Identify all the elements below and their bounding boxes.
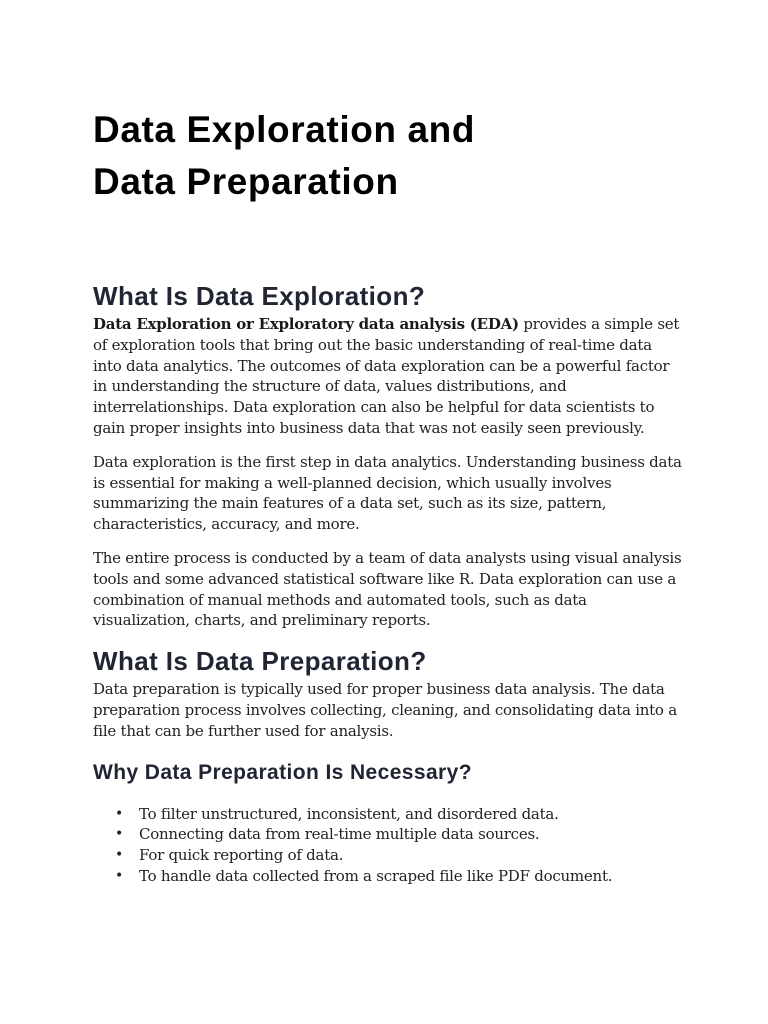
exploration-paragraph-1 [93, 314, 683, 439]
document-content [93, 104, 683, 887]
bullet-item-text: For quick reporting of data. [139, 846, 344, 865]
exploration-paragraph-2: Data exploration is the first step in data analytics. Understanding business data is essential for making a well-planned decision, which usually involves summarizing the main features of a data set, such as its size, pattern, characteristics, accuracy, and more. [93, 452, 682, 534]
document-title-line-2: Data Preparation [93, 161, 399, 202]
bullet-dot-icon: • [115, 867, 124, 884]
bullet-dot-icon: • [115, 826, 124, 843]
bullet-dot-icon: • [115, 847, 124, 864]
bullet-item [93, 845, 683, 866]
exploration-paragraph-3: The entire process is conducted by a team of data analysts using visual analysis tools and some advanced statistical software like R. Data exploration can use a combination of manual methods and automated tools, such as data visualization, charts, and preliminary reports. [93, 548, 682, 630]
bullet-item [93, 824, 683, 845]
preparation-paragraph: Data preparation is typically used for proper business data analysis. The data preparation process involves collecting, cleaning, and consolidating data into a file that can be further used for analysis. [93, 680, 677, 740]
document-title-line-1: Data Exploration and [93, 109, 476, 150]
bullet-item [93, 866, 683, 887]
document-title [93, 104, 683, 208]
reasons-bullet-list [93, 804, 683, 887]
heading-why-data-preparation-is-necessary: Why Data Preparation Is Necessary? [93, 760, 472, 784]
bullet-item-text: To handle data collected from a scraped file like PDF document. [139, 866, 613, 885]
bullet-dot-icon: • [115, 805, 124, 822]
bullet-item-text: Connecting data from real-time multiple data sources. [139, 825, 540, 844]
exploration-paragraph-1-text: provides a simple set of exploration tools that bring out the basic understanding of real-time data into data analytics. The outcomes of data exploration can be a powerful factor in understanding the structure of data, values distributions, and interrelationships. Data exploration can also be helpful for data scientists to gain proper insights into business data that was not easily seen previously. [93, 315, 680, 437]
bullet-item-text: To filter unstructured, inconsistent, and disordered data. [139, 804, 559, 823]
heading-what-is-data-preparation: What Is Data Preparation? [93, 646, 427, 677]
bullet-item [93, 804, 683, 825]
eda-bold-term: Data Exploration or Exploratory data analysis (EDA) [93, 315, 519, 333]
heading-what-is-data-exploration: What Is Data Exploration? [93, 281, 426, 311]
